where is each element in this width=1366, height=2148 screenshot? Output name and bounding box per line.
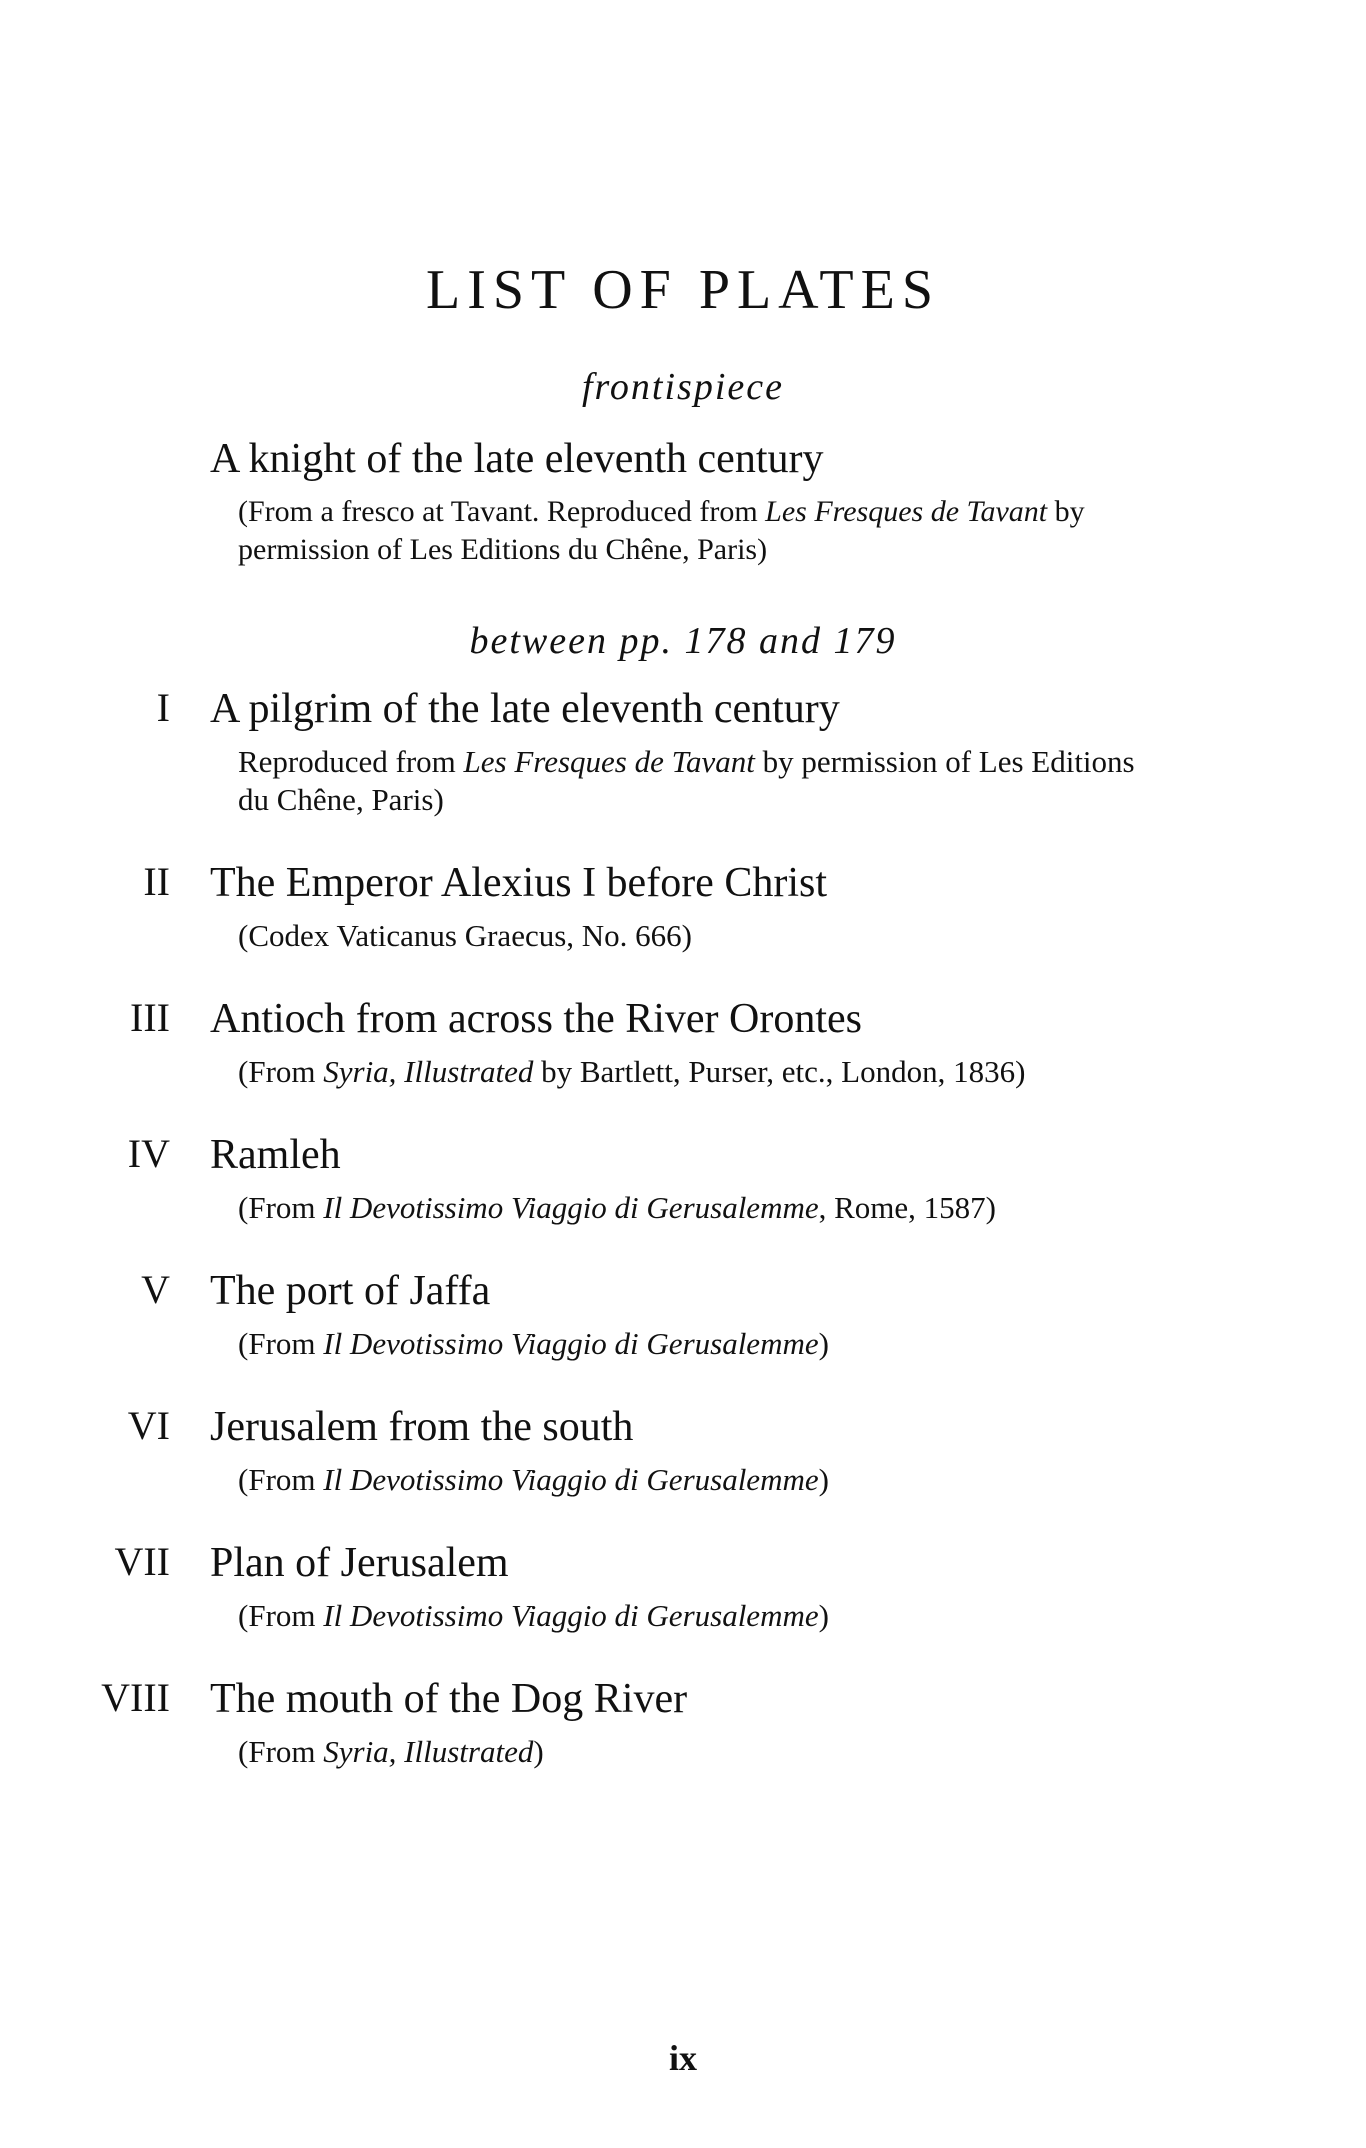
source-text: ) (818, 1326, 829, 1361)
plate-source (238, 1189, 1148, 1227)
source-text: Reproduced from (238, 744, 464, 779)
plate-number: VI (127, 1403, 170, 1448)
plate-title: A knight of the late eleventh century (210, 436, 824, 482)
plate-number: VII (114, 1539, 170, 1584)
plate-source (238, 493, 1148, 569)
plate-source (238, 1053, 1148, 1091)
plate-source (238, 1461, 1148, 1499)
plate-number: VIII (101, 1675, 170, 1720)
plate-source (238, 743, 1148, 819)
plate-title: Plan of Jerusalem (210, 1540, 509, 1586)
source-text: (From (238, 1462, 324, 1497)
plate-title: The mouth of the Dog River (210, 1676, 688, 1722)
plate-title: The port of Jaffa (210, 1268, 491, 1314)
plate-source (238, 1597, 1148, 1635)
plate-number: III (130, 995, 170, 1040)
plate-title: The Emperor Alexius I before Christ (210, 860, 827, 906)
source-text: by Bartlett, Purser, etc., London, 1836) (533, 1054, 1026, 1089)
source-text: by permission of Les Editions du Chêne, Paris) (238, 495, 1085, 566)
source-text: (From a fresco at Tavant. Reproduced from (238, 495, 766, 528)
source-text: ) (533, 1734, 544, 1769)
source-work: Il Devotissimo Viaggio di Gerusalemme (323, 1462, 819, 1497)
source-work: Il Devotissimo Viaggio di Gerusalemme (323, 1326, 819, 1361)
source-work: Syria, Illustrated (323, 1054, 534, 1089)
source-work: Il Devotissimo Viaggio di Gerusalemme (323, 1190, 819, 1225)
source-text: (From (238, 1054, 324, 1089)
plate-number: II (143, 859, 170, 904)
source-work: Les Fresques de Tavant (765, 495, 1048, 528)
plate-number: I (156, 685, 170, 730)
plate-source (238, 1733, 1148, 1771)
plate-title: Antioch from across the River Orontes (210, 996, 863, 1042)
source-work: Syria, Illustrated (323, 1734, 534, 1769)
plate-title: A pilgrim of the late eleventh century (210, 686, 840, 732)
source-text: (From (238, 1190, 324, 1225)
page-title: LIST OF PLATES (426, 259, 940, 321)
source-text: (From (238, 1326, 324, 1361)
source-text: ) (818, 1598, 829, 1633)
source-text: (Codex Vaticanus Graecus, No. 666) (238, 918, 692, 953)
source-work: Les Fresques de Tavant (463, 744, 755, 779)
source-text: (From (238, 1734, 324, 1769)
plate-number: IV (127, 1131, 170, 1176)
source-text: ) (818, 1462, 829, 1497)
plate-number: V (141, 1267, 170, 1312)
source-text: by permission of Les Editions du Chêne, Paris) (238, 744, 1135, 817)
insert-heading: between pp. 178 and 179 (469, 620, 897, 662)
plate-title: Jerusalem from the south (210, 1404, 634, 1450)
source-text: (From (238, 1598, 324, 1633)
plate-title: Ramleh (210, 1132, 341, 1178)
source-text: , Rome, 1587) (818, 1190, 996, 1225)
page-number: ix (668, 2038, 697, 2078)
frontispiece-heading: frontispiece (582, 366, 784, 408)
plate-source (238, 1325, 1148, 1363)
plate-source (238, 917, 1148, 955)
source-work: Il Devotissimo Viaggio di Gerusalemme (323, 1598, 819, 1633)
